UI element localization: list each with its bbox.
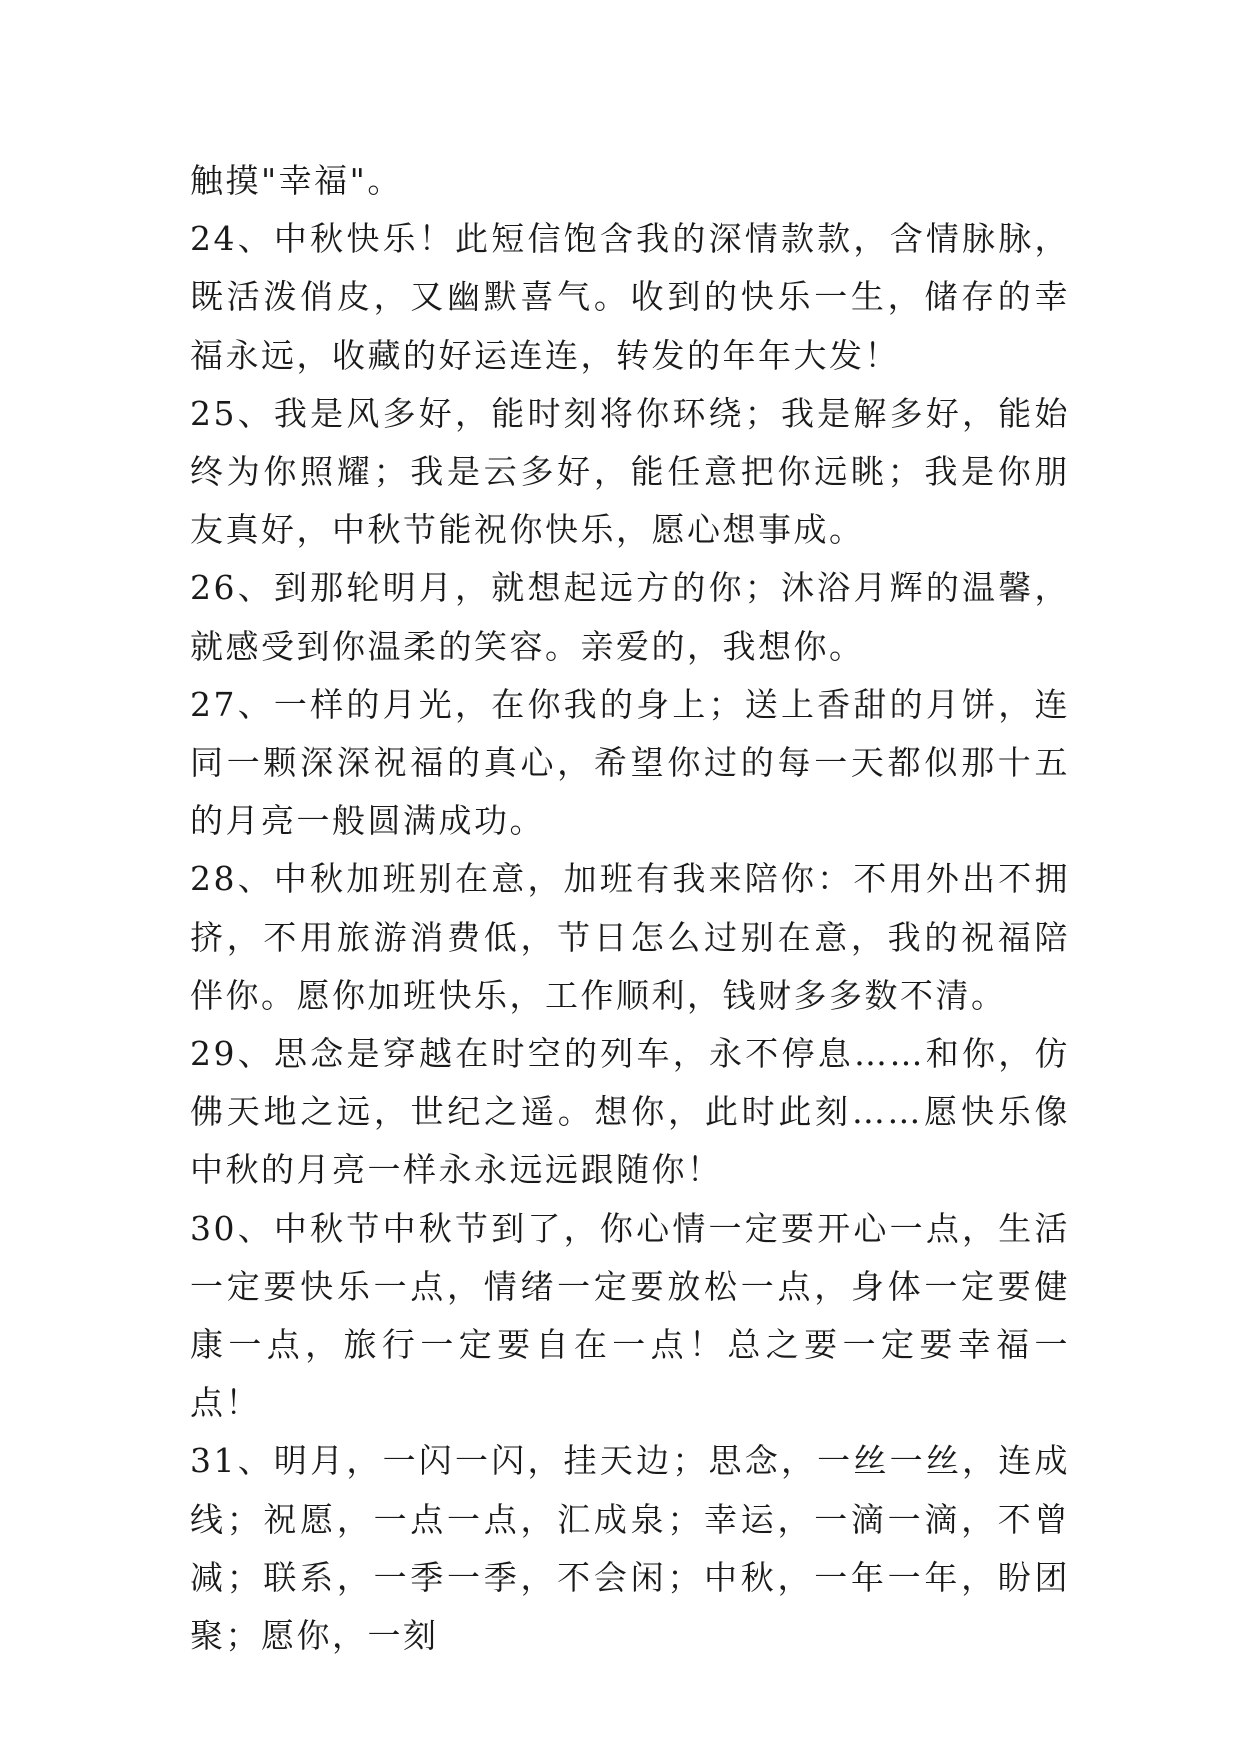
paragraph-29: 29、思念是穿越在时空的列车，永不停息……和你，仿佛天地之远，世纪之遥。想你，此时此刻……愿快乐像中秋的月亮一样永永远远跟随你！	[190, 1034, 1070, 1190]
paragraph-25: 25、我是风多好，能时刻将你环绕；我是解多好，能始终为你照耀；我是云多好，能任意把你远眺；我是你朋友真好，中秋节能祝你快乐，愿心想事成。	[190, 393, 1070, 550]
paragraph-28: 28、中秋加班别在意，加班有我来陪你：不用外出不拥挤，不用旅游消费低，节日怎么过别在意，我的祝福陪伴你。愿你加班快乐，工作顺利，钱财多多数不清。	[190, 859, 1070, 1015]
paragraph-31: 31、明月，一闪一闪，挂天边；思念，一丝一丝，连成线；祝愿，一点一点，汇成泉；幸运，一滴一滴，不曾减；联系，一季一季，不会闲；中秋，一年一年，盼团聚；愿你，一刻	[190, 1441, 1070, 1656]
document-body	[190, 152, 1070, 1665]
paragraph-continuation: 触摸"幸福"。	[190, 161, 403, 200]
paragraph-26: 26、到那轮明月，就想起远方的你；沐浴月辉的温馨，就感受到你温柔的笑容。亲爱的，我想你。	[190, 568, 1070, 666]
paragraph-27: 27、一样的月光，在你我的身上；送上香甜的月饼，连同一颗深深祝福的真心，希望你过的每一天都似那十五的月亮一般圆满成功。	[190, 684, 1070, 841]
paragraph-24: 24、中秋快乐！此短信饱含我的深情款款，含情脉脉，既活泼俏皮，又幽默喜气。收到的快乐一生，储存的幸福永远，收藏的好运连连，转发的年年大发！	[190, 219, 1070, 375]
paragraph-30: 30、中秋节中秋节到了，你心情一定要开心一点，生活一定要快乐一点，情绪一定要放松一点，身体一定要健康一点，旅行一定要自在一点！总之要一定要幸福一点！	[190, 1208, 1070, 1423]
